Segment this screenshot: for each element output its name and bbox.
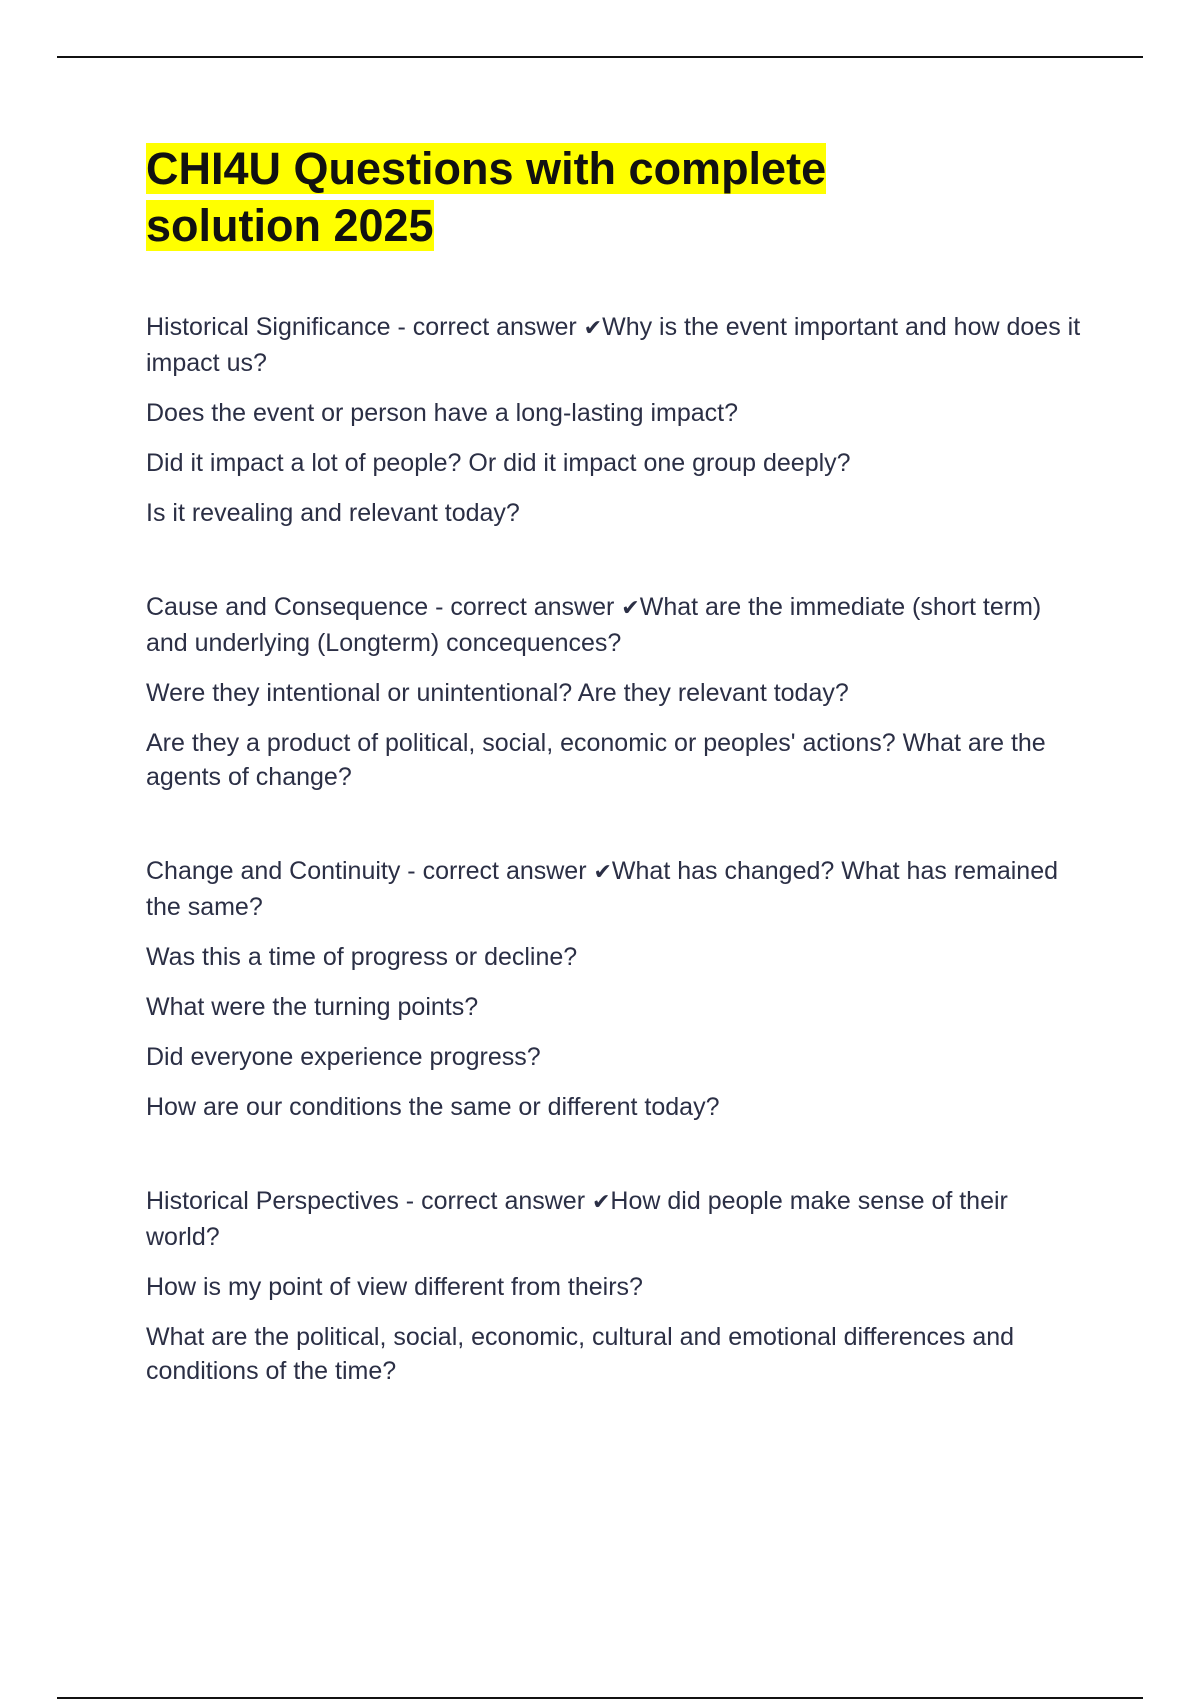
question-answer-line: Change and Continuity - correct answer ✔What has changed? What has remained the same? xyxy=(146,857,1059,921)
answer-point: Is it revealing and relevant today? xyxy=(146,499,520,527)
correct-label: correct xyxy=(422,857,499,885)
correct-label: correct xyxy=(450,593,527,621)
qa-section-historical-perspectives xyxy=(146,1184,1086,1388)
question-answer-line: Historical Perspectives - correct answer ✔How did people make sense of their world? xyxy=(146,1187,1008,1251)
document-body xyxy=(146,140,1086,1448)
answer-label: answer xyxy=(496,313,577,341)
qa-section-cause-and-consequence xyxy=(146,590,1086,794)
answer-point: Did everyone experience progress? xyxy=(146,1043,541,1071)
top-rule xyxy=(57,56,1143,58)
check-icon: ✔ xyxy=(593,860,612,885)
answer-text: Why is the event important and how does it impact us? xyxy=(146,313,1081,377)
answer-text: What has changed? What has remained the same? xyxy=(146,857,1059,921)
term: Change and Continuity xyxy=(146,857,401,885)
question-answer-line: Historical Significance - correct answer ✔Why is the event important and how does it impact us? xyxy=(146,313,1081,377)
answer-text: How did people make sense of their world? xyxy=(146,1187,1008,1251)
answer-point: How is my point of view different from theirs? xyxy=(146,1273,643,1301)
answer-point: Did it impact a lot of people? Or did it impact one group deeply? xyxy=(146,449,851,477)
answer-text: What are the immediate (short term) and underlying (Longterm) concequences? xyxy=(146,593,1042,657)
answer-label: answer xyxy=(504,1187,586,1215)
term: Historical Perspectives xyxy=(146,1187,399,1215)
qa-section-historical-significance xyxy=(146,310,1086,530)
answer-point: Does the event or person have a long-lasting impact? xyxy=(146,399,739,427)
qa-section-change-and-continuity xyxy=(146,854,1086,1124)
answer-label: answer xyxy=(505,857,587,885)
answer-point: Were they intentional or unintentional? Are they relevant today? xyxy=(146,679,849,707)
bottom-rule xyxy=(57,1697,1143,1699)
answer-point: What are the political, social, economic, cultural and emotional differences and conditions of the time? xyxy=(146,1323,1015,1385)
term: Historical Significance xyxy=(146,313,391,341)
answer-point: Are they a product of political, social, economic or peoples' actions? What are the agents of change? xyxy=(146,729,1046,791)
correct-label: correct xyxy=(412,313,490,341)
answer-point: How are our conditions the same or different today? xyxy=(146,1093,720,1121)
correct-label: correct xyxy=(421,1187,498,1215)
check-icon: ✔ xyxy=(583,316,603,341)
answer-label: answer xyxy=(533,593,615,621)
document-title: CHI4U Questions with complete solution 2025 xyxy=(146,143,827,251)
check-icon: ✔ xyxy=(591,1190,611,1215)
question-answer-line: Cause and Consequence - correct answer ✔What are the immediate (short term) and underlying (Longterm) concequences? xyxy=(146,593,1042,657)
answer-point: Was this a time of progress or decline? xyxy=(146,943,578,971)
term: Cause and Consequence xyxy=(146,593,429,621)
answer-point: What were the turning points? xyxy=(146,993,479,1021)
check-icon: ✔ xyxy=(621,596,640,621)
